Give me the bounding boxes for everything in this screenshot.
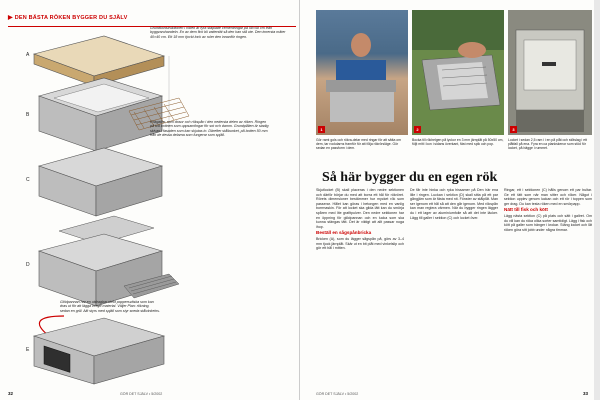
caption-middle: Rökgaller, som dosor och rökspån i den nedersta delen av röken. Ringen på två bottnen som uppsamlingar för sot och damm. Grundplåten är stadig skivan i fasaden som kan skjutas in. Därefter stålbunket, på botten 50 mm från de dessa delarna som fungerar som spjäll. — [150, 120, 269, 138]
left-footer — [8, 391, 13, 396]
svg-text:D: D — [26, 262, 30, 268]
column-3-text: Ringar, ett i sektionen (C) hålls genom ett par bultar. Ge ett tätt som när man sitter och röker. Något i sektion upplev genom luckan och ett rör i toppen som ger drag. Du kan testa röken med en smörpapp. — [504, 188, 592, 206]
arrow-icon: ▶ — [8, 15, 15, 21]
photo-1-image — [316, 10, 408, 135]
article-column-1 — [316, 188, 404, 251]
photo-number-1: 1 — [318, 126, 325, 133]
article-column-2 — [410, 188, 498, 220]
photo-number-3: 3 — [510, 126, 517, 133]
page-edge — [594, 0, 600, 400]
svg-text:B: B — [26, 112, 30, 118]
column-1-text: Skjutlocket (B) skall placeras i den nedre sektionen och därför börjar du med att borra ett hål för rökröret. Rörets dimensioner bestämmer hur mycket rök som passerar. Hålet kan göras i betongen med en vanlig borrmaskin. För att locket ska glida lätt kan du smörja spåren med lite grafitpulver. Den nedre sektionen har en öppning för glödpannan och en lucka som ska kunna stängas tätt. Det är viktigt att allt passar noga ihop. — [316, 188, 404, 229]
svg-text:A: A — [26, 52, 30, 58]
photo-3 — [508, 10, 592, 135]
photo-caption-2: Bocka till rökhelgen på lyckor en 3 mm järnplåt på 50x50 cm, följt mitt i kon i sidans överkant, fäst med spik och pop. — [412, 138, 504, 147]
column-2-text: De får inte hinka och ryka hissamer på Den här ena lille i ringen. Luckan i sektion (D) skall sitta på ett par gångjärn som är fästa med nit. Fönster av stålplåt. Man ser igenom ett hål så att den går igenom. Med rökspån kan man reglera värmen. När du bygger ringen lägger du i ett lager av aluminiumfolie så att det inte läcker. Lägg till galler i sektion (C) och locket över. — [410, 188, 498, 220]
photo-number-2: 2 — [414, 126, 421, 133]
svg-text:E: E — [26, 347, 30, 353]
caption-bottom: Glödpannan har en utdragbar stekt pappersväska som kan dras ut för att lägga in nytt material. Väljer Plan: rökning, sedan en grill. Allt styrs med spjäll som styr sneda stålvinkelns. — [60, 300, 160, 313]
left-page-number: 32 — [8, 391, 14, 396]
article-column-3 — [504, 188, 592, 232]
column-1b-text: Bricken (A), som du lägger sågspån på, görs av 3–4 mm tjock järnplåt. Skär ut en bit plåt med vinkelslip och gör ett hål i mitten. — [316, 236, 404, 251]
right-meta: GÖR DET SJÄLV • 5/2002 — [316, 392, 359, 396]
right-page-number: 33 — [582, 391, 588, 396]
photo-3-image — [508, 10, 592, 135]
subhead-1: Beställ en sågspånbricka — [316, 230, 372, 236]
column-3b-text: Lägg nästa sektion (C) på plats och sätt i gallret. Om du vill kan du röka olika sorter samtidigt. Lägg i fisk och kött på galler som hänger i krokar. Stäng locket och låt röken göra sitt jobb under några timmar. — [504, 213, 592, 232]
subhead-3: Nätt till fisk och kött — [504, 207, 548, 213]
right-page — [300, 0, 600, 400]
photo-2-image — [412, 10, 504, 135]
svg-text:C: C — [26, 177, 30, 183]
photo-2 — [412, 10, 504, 135]
section-title: DEN BÄSTA RÖKEN BYGGER DU SJÄLV — [14, 15, 128, 21]
right-footer — [583, 391, 588, 396]
caption-top: Grundkonstruktionen i röken är fyra staplade cementringar på 58×58 cm från byggvaruhandeln. En av dem fick bli vattentät så den kan stå ute. Den innersta mäter 40×40 cm. Ett 18 mm tjockt lock av ruler den innanför ringen. — [150, 26, 286, 39]
photo-caption-1: Gör ramt gols och rökra-delar med ringar för att sätta om dem, tar rockdarns framför för att följa rökrörsläge. Gör sedan en passform i dem. — [316, 138, 401, 151]
exploded-smoker-illustration — [4, 16, 194, 386]
photo-caption-3: Locket i sedan 2,5 ram i i en på plåt och stötslag i ett plåtfall på ena. Fyra en ca plankskenor som stöd för locket, på bägge i rummet. — [508, 138, 587, 151]
article-title: Så här bygger du en egen rök — [322, 170, 498, 185]
left-meta: GÖR DET SJÄLV • 5/2002 — [120, 392, 163, 396]
photo-1 — [316, 10, 408, 135]
